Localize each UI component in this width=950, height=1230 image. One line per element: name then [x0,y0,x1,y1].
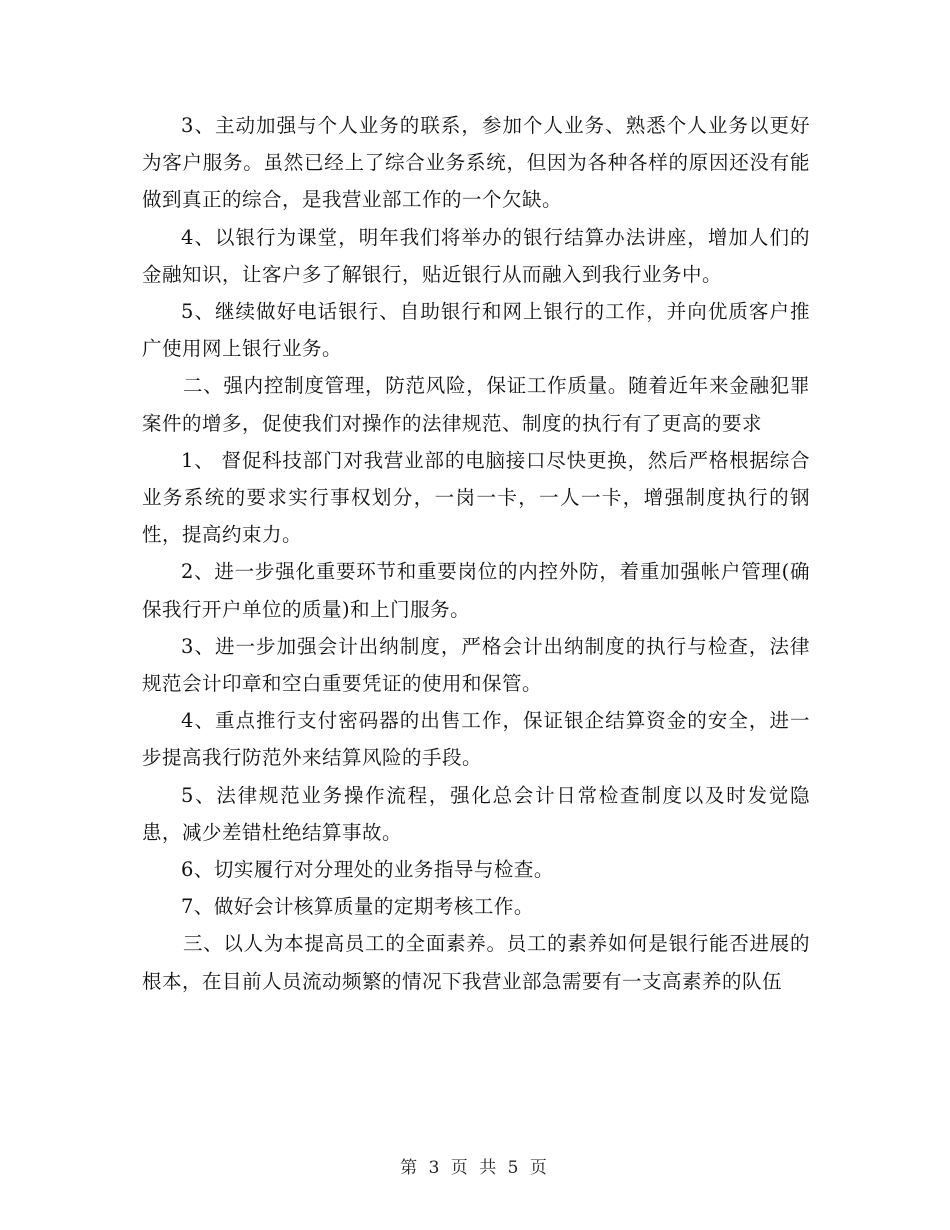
paragraph-item-3: 3、主动加强与个人业务的联系，参加个人业务、熟悉个人业务以更好为客户服务。虽然已经上了综合业务系统，但因为各种各样的原因还没有能做到真正的综合，是我营业部工作的一个欠缺。 [142,114,810,212]
paragraph-item-2: 2、进一步强化重要环节和重要岗位的内控外防，着重加强帐户管理(确保我行开户单位的质量)和上门服务。 [142,560,810,621]
document-body [142,107,810,1000]
paragraph-item-6: 6、切实履行对分理处的业务指导与检查。 [181,858,554,882]
paragraph-item-4: 4、以银行为课堂，明年我们将举办的银行结算办法讲座，增加人们的金融知识，让客户多了解银行，贴近银行从而融入到我行业务中。 [142,225,810,286]
paragraph-item-7: 7、做好会计核算质量的定期考核工作。 [181,895,534,919]
paragraph-item-3b: 3、进一步加强会计出纳制度，严格会计出纳制度的执行与检查，法律规范会计印章和空白重要凭证的使用和保管。 [142,634,810,696]
paragraph-item-4b: 4、重点推行支付密码器的出售工作，保证银企结算资金的安全，进一步提高我行防范外来结算风险的手段。 [142,709,810,770]
section-heading-2: 二、强内控制度管理，防范风险，保证工作质量。随着近年来金融犯罪案件的增多，促使我们对操作的法律规范、制度的执行有了更高的要求 [142,374,810,435]
paragraph-item-5: 5、继续做好电话银行、自助银行和网上银行的工作，并向优质客户推广使用网上银行业务。 [142,300,810,361]
section-heading-3: 三、以人为本提高员工的全面素养。员工的素养如何是银行能否进展的根本，在目前人员流动频繁的情况下我营业部急需要有一支高素养的队伍 [142,932,810,993]
paragraph-item-5b: 5、法律规范业务操作流程，强化总会计日常检查制度以及时发觉隐患，减少差错杜绝结算事故。 [142,783,810,844]
page-footer: 第 3 页 共 5 页 [400,1158,550,1178]
paragraph-item-1: 1、 督促科技部门对我营业部的电脑接口尽快更换，然后严格根据综合业务系统的要求实行事权划分，一岗一卡，一人一卡，增强制度执行的钢性，提高约束力。 [142,448,810,547]
